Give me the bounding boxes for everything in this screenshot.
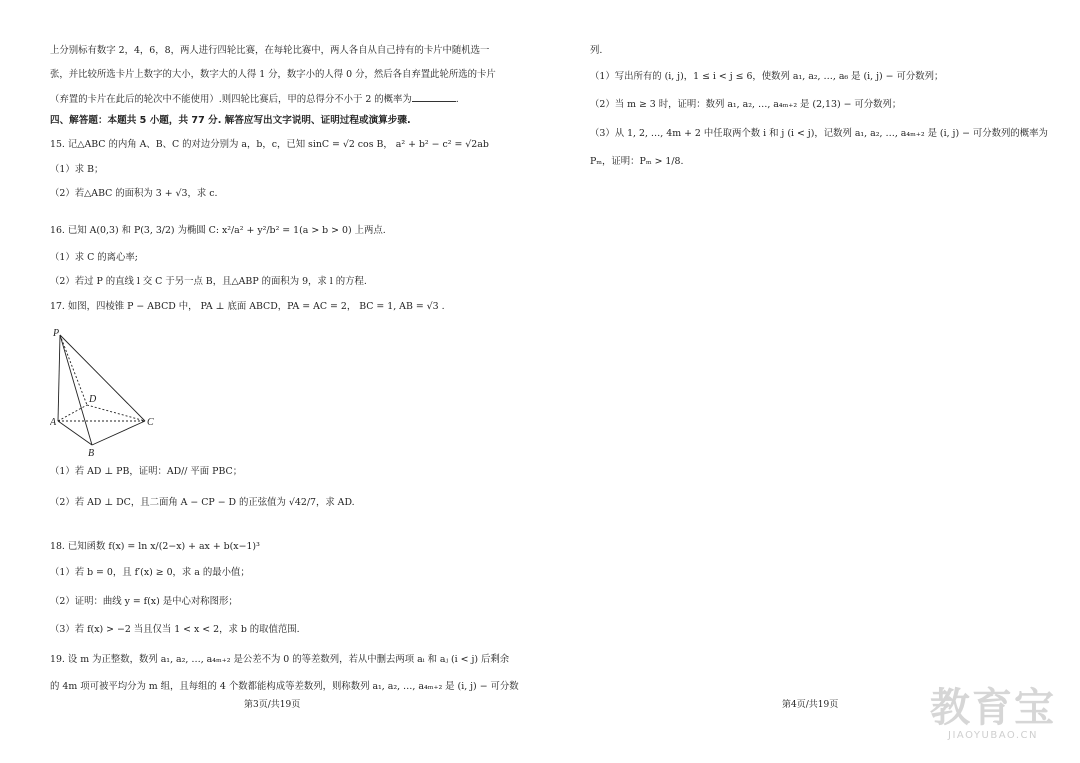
q17-part1: （1）若 AD ⊥ PB，证明：AD// 平面 PBC； bbox=[50, 466, 243, 477]
q14-line-1: 上分别标有数字 2，4，6，8，两人进行四轮比赛，在每轮比赛中，两人各自从自己持有的卡片中随机选一 bbox=[50, 45, 490, 56]
watermark-logo bbox=[930, 686, 1056, 741]
q19-part1: （1）写出所有的 (i, j)，1 ≤ i < j ≤ 6，使数列 a₁, a₂, …, a₆ 是 (i, j) − 可分数列； bbox=[590, 71, 944, 82]
q15-stem: 15. 记△ABC 的内角 A、B、C 的对边分别为 a，b，c，已知 sinC = √2 cos B， a² + b² − c² = √2ab bbox=[50, 139, 489, 150]
label-A: A bbox=[50, 417, 57, 428]
q19-part2: （2）当 m ≥ 3 时，证明：数列 a₁, a₂, …, a₄ₘ₊₂ 是 (2,13) − 可分数列； bbox=[590, 99, 902, 110]
q16-part2: （2）若过 P 的直线 l 交 C 于另一点 B，且△ABP 的面积为 9，求 l 的方程. bbox=[50, 276, 367, 287]
q15-part1: （1）求 B； bbox=[50, 164, 104, 175]
watermark-text: 教育宝 bbox=[930, 685, 1056, 731]
label-C: C bbox=[147, 417, 154, 428]
footer-page-3: 第3页/共19页 bbox=[244, 700, 301, 710]
q14-line-2: 张，并比较所选卡片上数字的大小，数字大的人得 1 分，数字小的人得 0 分，然后各自弃置此轮所选的卡片 bbox=[50, 69, 496, 80]
q19-line-1: 19. 设 m 为正整数，数列 a₁, a₂, …, a₄ₘ₊₂ 是公差不为 0 的等差数列，若从中删去两项 aᵢ 和 aⱼ (i < j) 后剩余 bbox=[50, 654, 510, 665]
q18-stem: 18. 已知函数 f(x) = ln x/(2−x) + ax + b(x−1)³ bbox=[50, 541, 260, 552]
pyramid-figure bbox=[50, 325, 160, 460]
answer-blank bbox=[412, 92, 456, 102]
q14-line-3: （弃置的卡片在此后的轮次中不能使用）.则四轮比赛后，甲的总得分不小于 2 的概率为 . bbox=[50, 94, 459, 105]
q16-stem: 16. 已知 A(0,3) 和 P(3, 3/2) 为椭圆 C: x²/a² + y²/b² = 1(a > b > 0) 上两点. bbox=[50, 225, 386, 236]
q16-part1: （1）求 C 的离心率; bbox=[50, 252, 138, 263]
q18-part1: （1）若 b = 0，且 f′(x) ≥ 0，求 a 的最小值； bbox=[50, 567, 250, 578]
footer-page-4: 第4页/共19页 bbox=[782, 700, 839, 710]
watermark-domain: JIAOYUBAO.CN bbox=[948, 730, 1038, 741]
label-P: P bbox=[53, 328, 60, 339]
q19-part3-cont: Pₘ，证明：Pₘ > 1/8. bbox=[590, 156, 684, 167]
q17-stem: 17. 如图，四棱锥 P − ABCD 中， PA ⊥ 底面 ABCD，PA = AC = 2， BC = 1, AB = √3 . bbox=[50, 301, 445, 312]
q19-cont: 列. bbox=[590, 45, 603, 56]
q19-part3: （3）从 1, 2, …, 4m + 2 中任取两个数 i 和 j (i < j)，记数列 a₁, a₂, …, a₄ₘ₊₂ 是 (i, j) − 可分数列的概率为 bbox=[590, 128, 1048, 139]
label-B: B bbox=[88, 448, 95, 459]
q18-part3: （3）若 f(x) > −2 当且仅当 1 < x < 2，求 b 的取值范围. bbox=[50, 624, 300, 635]
q15-part2: （2）若△ABC 的面积为 3 + √3，求 c. bbox=[50, 188, 218, 199]
q17-part2: （2）若 AD ⊥ DC，且二面角 A − CP − D 的正弦值为 √42/7，求 AD. bbox=[50, 497, 355, 508]
section-heading: 四、解答题：本题共 5 小题，共 77 分. 解答应写出文字说明、证明过程或演算步骤. bbox=[50, 115, 411, 126]
label-D: D bbox=[89, 394, 97, 405]
q18-part2: （2）证明：曲线 y = f(x) 是中心对称图形； bbox=[50, 596, 238, 607]
q19-line-2: 的 4m 项可被平均分为 m 组，且每组的 4 个数都能构成等差数列，则称数列 a₁, a₂, …, a₄ₘ₊₂ 是 (i, j) − 可分数 bbox=[50, 681, 519, 692]
